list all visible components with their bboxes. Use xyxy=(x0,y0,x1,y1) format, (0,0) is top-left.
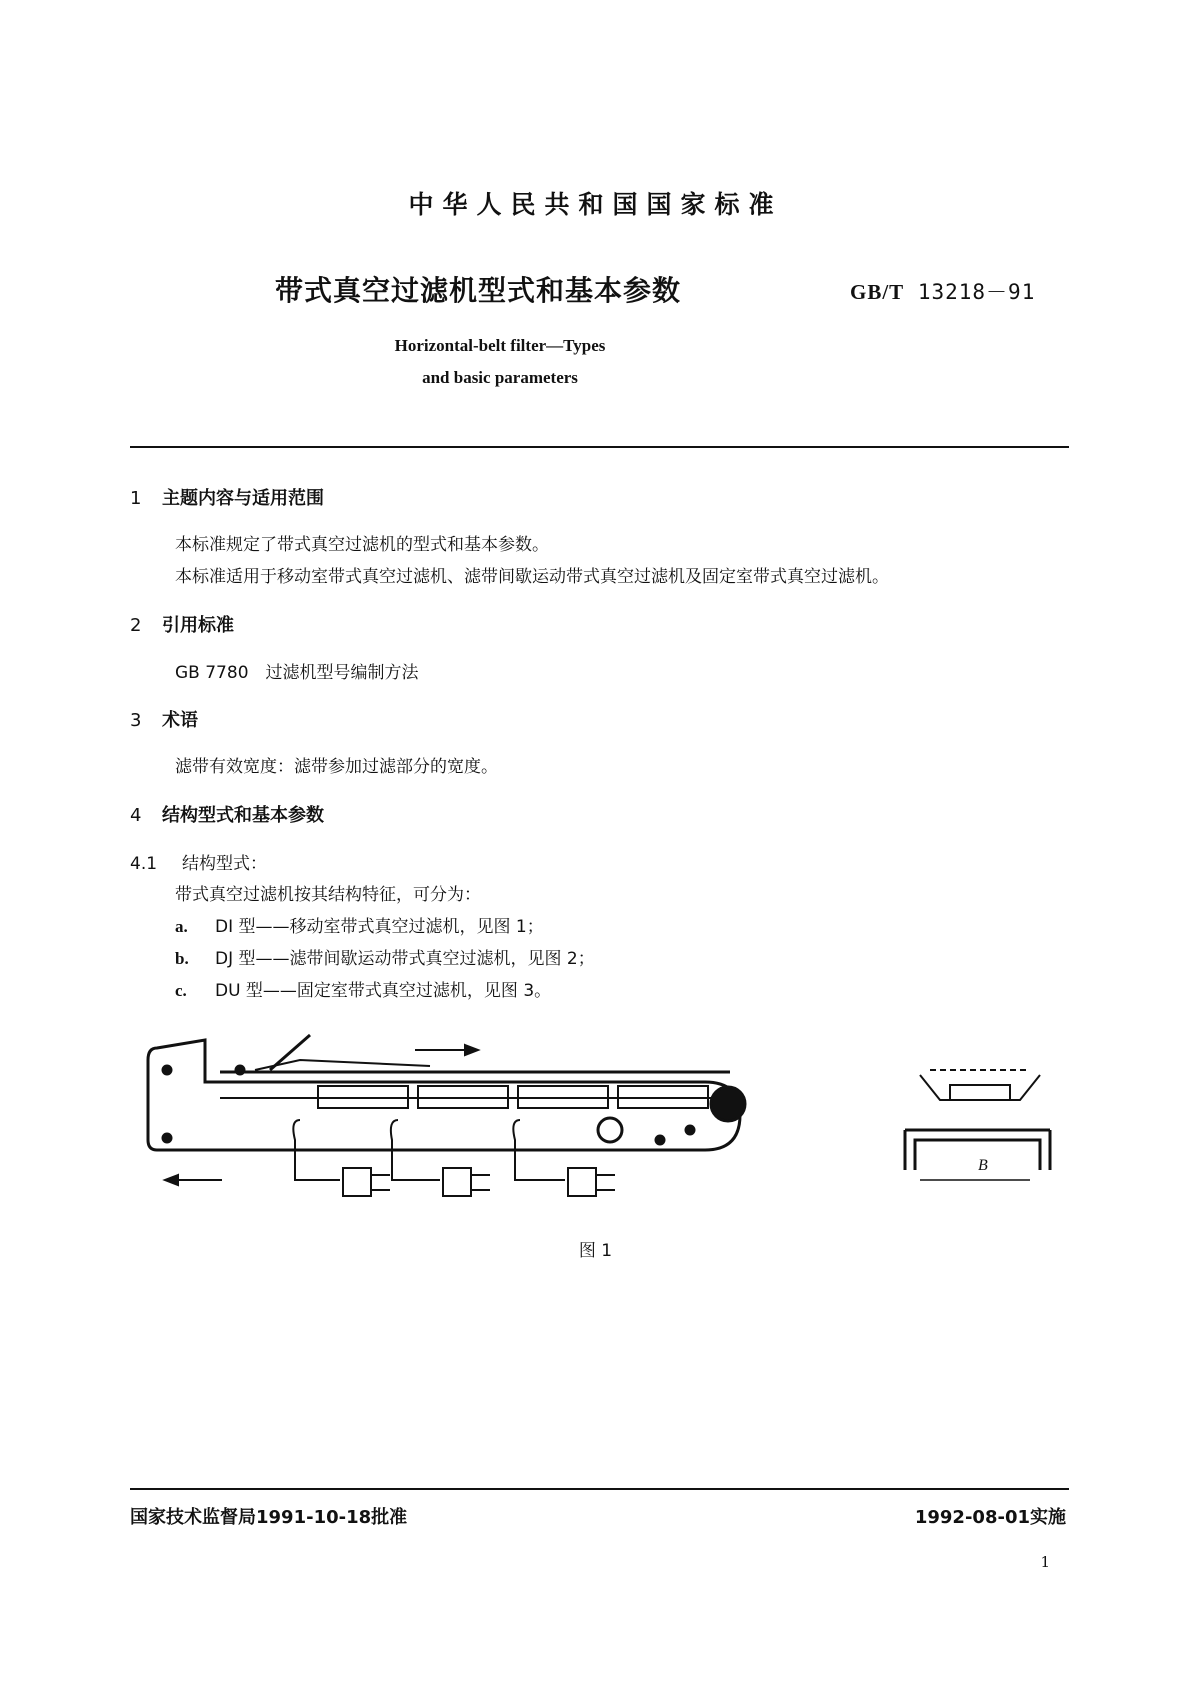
subsection-4-1-title: 结构型式： xyxy=(182,854,267,874)
list-item-letter: c. xyxy=(175,981,187,1000)
list-item-text: DU 型——固定室带式真空过滤机，见图 3。 xyxy=(215,981,552,1001)
subsection-4-1-number: 4.1 xyxy=(130,854,158,874)
dimension-b-label: B xyxy=(978,1157,988,1174)
direction-arrows xyxy=(165,1045,478,1185)
section-3-heading xyxy=(130,706,198,732)
section-1-number: 1 xyxy=(130,488,142,509)
standard-title-zh: 带式真空过滤机型式和基本参数 xyxy=(275,274,682,307)
belt-filter-side-view xyxy=(148,1035,745,1196)
list-item-text: DJ 型——滤带间歇运动带式真空过滤机，见图 2； xyxy=(215,949,595,969)
section-4-title: 结构型式和基本参数 xyxy=(162,805,324,826)
section-1-title: 主题内容与适用范围 xyxy=(162,488,324,509)
tension-roller xyxy=(598,1118,622,1142)
footer-divider xyxy=(130,1488,1069,1490)
standard-title-en-line1: Horizontal-belt filter—Types xyxy=(394,336,606,355)
section-1-paragraph-1: 本标准规定了带式真空过滤机的型式和基本参数。 xyxy=(175,535,549,555)
approval-date: 国家技术监督局1991-10-18批准 xyxy=(130,1507,408,1528)
header-divider xyxy=(130,446,1069,448)
section-4-heading xyxy=(130,801,324,827)
list-item xyxy=(175,976,551,1001)
small-roller xyxy=(656,1136,664,1144)
filtrate-receiver xyxy=(568,1168,596,1196)
section-3-paragraph-1: 滤带有效宽度：滤带参加过滤部分的宽度。 xyxy=(175,757,498,777)
tail-roller-top xyxy=(163,1066,171,1074)
section-1-paragraph-2: 本标准适用于移动室带式真空过滤机、滤带间歇运动带式真空过滤机及固定室带式真空过滤机。 xyxy=(175,567,889,587)
section-2-title: 引用标准 xyxy=(162,615,234,636)
standard-title-en-line2: and basic parameters xyxy=(422,368,578,387)
list-item-letter: a. xyxy=(175,917,188,936)
arrowhead xyxy=(465,1045,478,1055)
arrowhead xyxy=(165,1175,178,1185)
section-2-heading xyxy=(130,611,234,637)
belt-loop xyxy=(148,1040,740,1150)
section-3-number: 3 xyxy=(130,710,142,731)
section-2-number: 2 xyxy=(130,615,142,636)
section-4-intro: 带式真空过滤机按其结构特征，可分为： xyxy=(175,885,481,905)
section-4-number: 4 xyxy=(130,805,142,826)
guide-roller xyxy=(236,1066,244,1074)
figure-1-drawing xyxy=(0,1030,1191,1220)
vacuum-chamber xyxy=(950,1085,1010,1100)
section-2-paragraph-1: GB 7780 过滤机型号编制方法 xyxy=(175,663,419,683)
filtrate-receiver xyxy=(343,1168,371,1196)
national-standard-heading: 中华人民共和国国家标准 xyxy=(408,190,783,219)
figure-1-caption: 图 1 xyxy=(578,1241,613,1261)
trough xyxy=(920,1075,1040,1100)
section-3-title: 术语 xyxy=(162,710,198,731)
list-item xyxy=(175,912,544,937)
effective-date: 1992-08-01实施 xyxy=(914,1507,1066,1528)
drive-roller xyxy=(711,1087,745,1121)
list-item-text: DI 型——移动室带式真空过滤机，见图 1； xyxy=(215,917,544,937)
standard-code-number: 13218－91 xyxy=(917,280,1036,304)
small-roller xyxy=(686,1126,694,1134)
list-item xyxy=(175,944,595,969)
tail-roller-bottom xyxy=(163,1134,171,1142)
list-item-letter: b. xyxy=(175,949,189,968)
section-1-heading xyxy=(130,484,324,510)
subsection-4-1-heading xyxy=(130,849,267,874)
outlet-lines xyxy=(371,1175,615,1190)
standard-code xyxy=(850,276,1035,306)
page-number: 1 xyxy=(1040,1553,1050,1571)
standard-code-prefix: GB/T xyxy=(850,280,905,304)
filtrate-receiver xyxy=(443,1168,471,1196)
